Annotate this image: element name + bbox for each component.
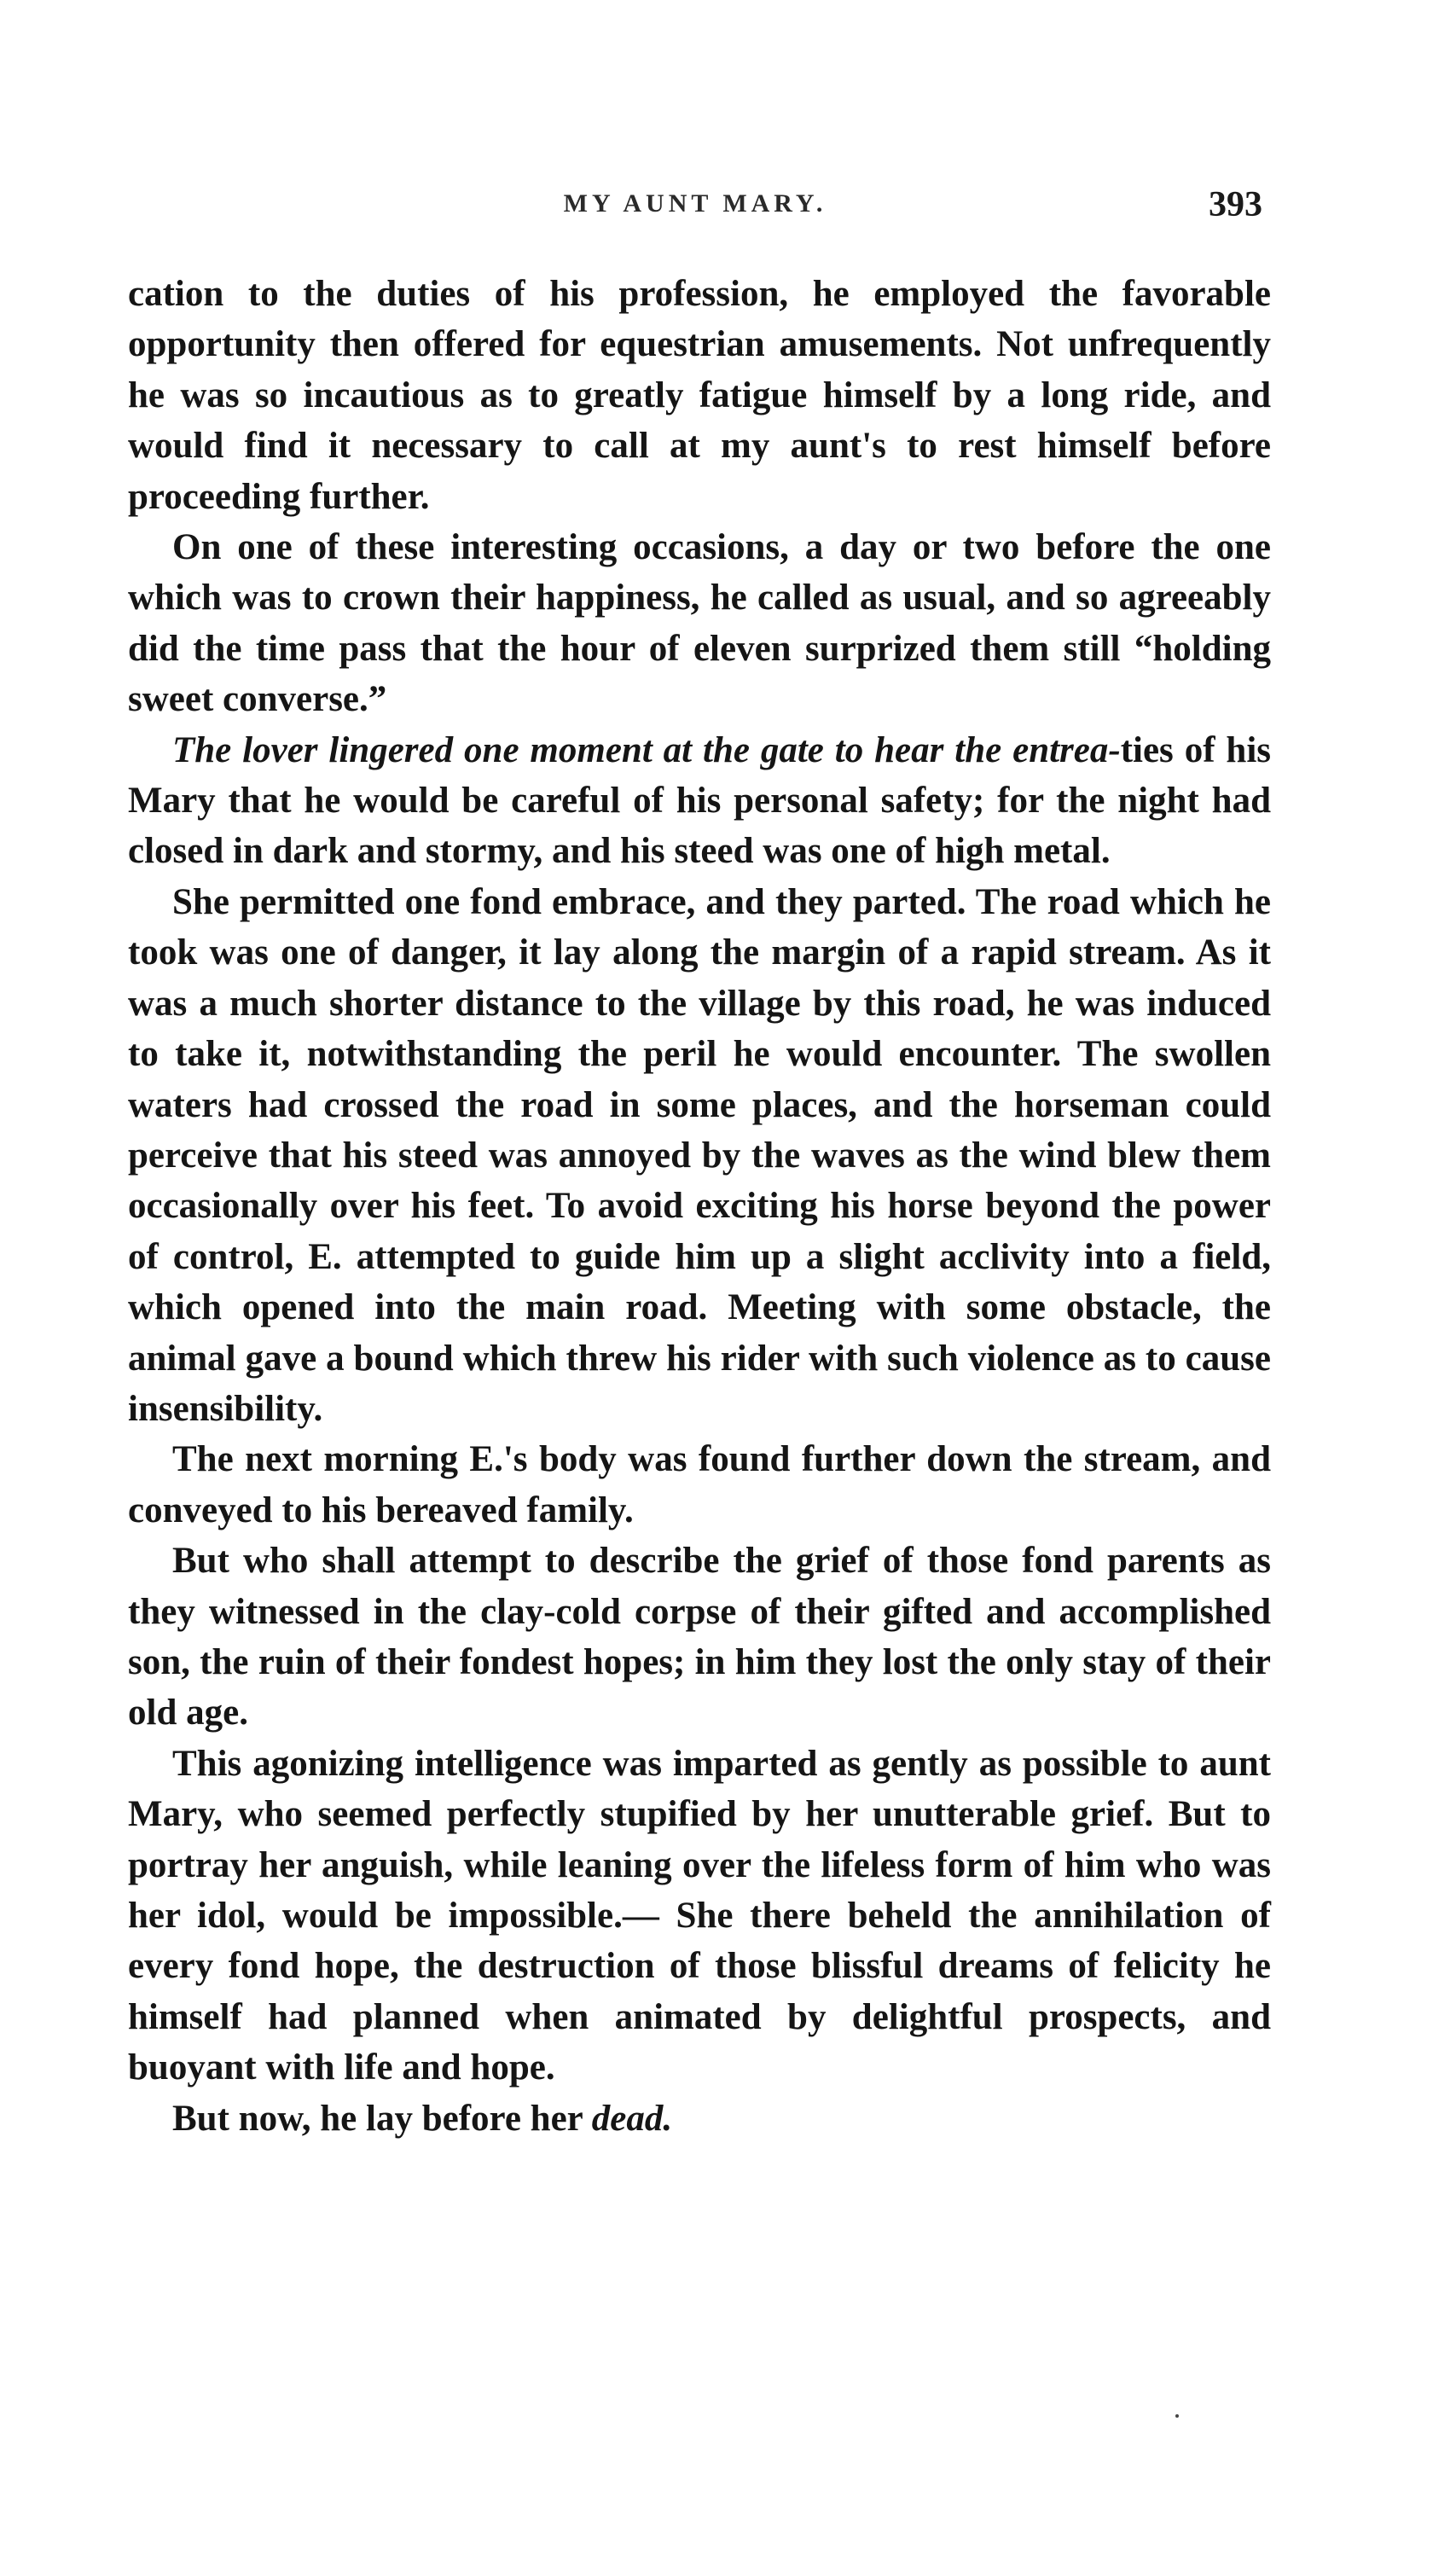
paragraph-8 bbox=[128, 2094, 1271, 2144]
running-title: MY AUNT MARY. bbox=[563, 189, 827, 218]
paragraph-1: cation to the duties of his profession, he employed the favorable opportunity then offered for equestrian amusements. Not unfrequently he was so incautious as to greatly fatigue himself by a long ride, and would find it necessary to call at my aunt's to rest himself before proceeding further. bbox=[128, 274, 1271, 517]
paragraph-7: This agonizing intelligence was imparted as gently as possible to aunt Mary, who seemed perfectly stupified by her unutterable grief. But to portray her anguish, while leaning over the lifeless form of him who was her idol, would be impossible.— She there beheld the annihilation of every fond hope, the destruction of those blissful dreams of felicity he himself had planned when animated by delightful prospects, and buoyant with life and hope. bbox=[128, 1743, 1271, 2088]
paragraph-8-text: But now, he lay before her bbox=[172, 2098, 592, 2139]
paragraph-6: But who shall attempt to describe the grief of those fond parents as they witnessed in the clay-cold corpse of their gifted and accomplished son, the ruin of their fondest hopes; in him they lost the only stay of their old age. bbox=[128, 1541, 1271, 1733]
ink-speck bbox=[1175, 2414, 1179, 2418]
page-number: 393 bbox=[1209, 185, 1262, 224]
italic-word: dead. bbox=[591, 2098, 673, 2139]
running-head bbox=[128, 185, 1262, 241]
body-text bbox=[128, 269, 1271, 2144]
paragraph-5: The next morning E.'s body was found further down the stream, and conveyed to his bereaved family. bbox=[128, 1439, 1271, 1530]
paragraph-3 bbox=[128, 725, 1271, 877]
paragraph-2: On one of these interesting occasions, a day or two before the one which was to crown their happiness, he called as usual, and so agreeably did the time pass that the hour of eleven surprized them still “holding sweet converse.” bbox=[128, 527, 1271, 720]
paragraph-3-rest: ties of his Mary that he would be careful of his personal safety; for the night had closed in dark and stormy, and his steed was one of high metal. bbox=[128, 729, 1272, 872]
italic-phrase: The lover lingered one moment at the gate to hear the entrea- bbox=[172, 729, 1121, 770]
paragraph-4: She permitted one fond embrace, and they parted. The road which he took was one of danger, it lay along the margin of a rapid stream. As it was a much shorter distance to the village by this road, he was induced to take it, notwithstanding the peril he would encounter. The swollen waters had crossed the road in some places, and the horseman could perceive that his steed was annoyed by the waves as the wind blew them occasionally over his feet. To avoid exciting his horse beyond the power of control, E. attempted to guide him up a slight acclivity into a field, which opened into the main road. Meeting with some obstacle, the animal gave a bound which threw his rider with such violence as to cause insensibility. bbox=[128, 881, 1271, 1429]
